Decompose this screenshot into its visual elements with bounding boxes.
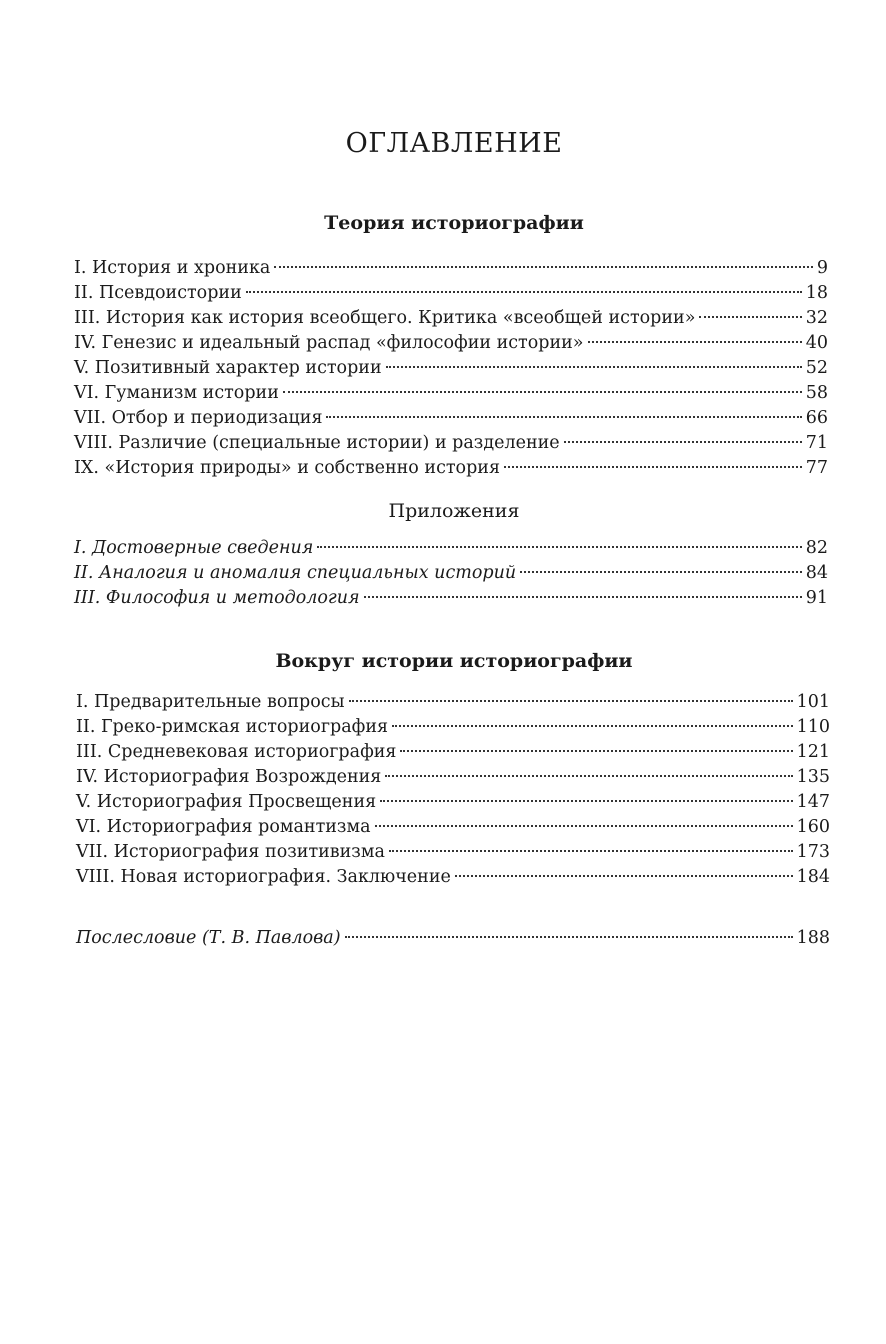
toc-label: V. Позитивный характер истории: [74, 358, 382, 378]
section-heading-appendices: Приложения: [388, 500, 520, 522]
toc-entry[interactable]: [76, 740, 830, 765]
toc-label: VIII. Новая историография. Заключение: [76, 867, 451, 887]
toc-entry[interactable]: [74, 281, 828, 306]
dot-leader: [389, 850, 793, 852]
toc-page-number: 135: [796, 767, 830, 787]
toc-list-afterword: [76, 926, 830, 951]
dot-leader: [392, 725, 793, 727]
toc-entry[interactable]: [76, 865, 830, 890]
toc-page-number: 184: [796, 867, 830, 887]
toc-entry[interactable]: [74, 356, 828, 381]
dot-leader: [520, 571, 802, 573]
toc-label: VII. Историография позитивизма: [76, 842, 385, 862]
dot-leader: [588, 341, 802, 343]
toc-entry[interactable]: [74, 306, 828, 331]
dot-leader: [349, 700, 793, 702]
toc-entry[interactable]: [74, 431, 828, 456]
dot-leader: [345, 936, 793, 938]
toc-entry[interactable]: [76, 840, 830, 865]
toc-page-number: 18: [805, 283, 828, 303]
toc-label: III. Философия и методология: [74, 588, 360, 608]
toc-label: IV. Генезис и идеальный распад «философии истории»: [74, 333, 584, 353]
toc-label: IX. «История природы» и собственно история: [74, 458, 500, 478]
toc-label: I. История и хроника: [74, 258, 271, 278]
toc-label: Послесловие (Т. В. Павлова): [76, 928, 341, 948]
toc-label: I. Достоверные сведения: [74, 538, 314, 558]
toc-label: II. Аналогия и аномалия специальных историй: [74, 563, 517, 583]
toc-label: VI. Историография романтизма: [76, 817, 371, 837]
toc-page-number: 82: [805, 538, 828, 558]
dot-leader: [455, 875, 793, 877]
toc-page-number: 188: [796, 928, 830, 948]
toc-label: VI. Гуманизм истории: [74, 383, 279, 403]
dot-leader: [283, 391, 802, 393]
toc-page-number: 101: [796, 692, 830, 712]
toc-page-number: 9: [816, 258, 828, 278]
page-title: ОГЛАВЛЕНИЕ: [345, 128, 563, 159]
toc-entry[interactable]: [74, 331, 828, 356]
toc-page-number: 84: [805, 563, 828, 583]
toc-page-number: 52: [805, 358, 828, 378]
toc-entry[interactable]: [76, 690, 830, 715]
toc-entry[interactable]: [74, 256, 828, 281]
toc-list-theory: [74, 256, 828, 481]
section-heading-theory: Теория историографии: [324, 212, 584, 234]
toc-entry[interactable]: [74, 406, 828, 431]
toc-page-number: 40: [805, 333, 828, 353]
toc-entry[interactable]: [76, 715, 830, 740]
toc-entry[interactable]: [74, 456, 828, 481]
toc-label: IV. Историография Возрождения: [76, 767, 382, 787]
toc-entry[interactable]: [76, 765, 830, 790]
toc-page-number: 77: [805, 458, 828, 478]
toc-list-appendices: [74, 536, 828, 611]
toc-page-number: 32: [805, 308, 828, 328]
toc-page-number: 147: [796, 792, 830, 812]
toc-page-number: 91: [805, 588, 828, 608]
toc-page-number: 110: [796, 717, 830, 737]
toc-page-number: 58: [805, 383, 828, 403]
dot-leader: [504, 466, 802, 468]
section-heading-around: Вокруг истории историографии: [275, 650, 633, 672]
dot-leader: [364, 596, 802, 598]
toc-page-number: 173: [796, 842, 830, 862]
dot-leader: [317, 546, 801, 548]
toc-label: I. Предварительные вопросы: [76, 692, 345, 712]
toc-label: III. Средневековая историография: [76, 742, 397, 762]
toc-label: VIII. Различие (специальные истории) и разделение: [74, 433, 560, 453]
toc-entry[interactable]: [74, 536, 828, 561]
dot-leader: [386, 366, 802, 368]
toc-entry[interactable]: [74, 561, 828, 586]
dot-leader: [385, 775, 792, 777]
toc-page-number: 121: [796, 742, 830, 762]
toc-page-number: 66: [805, 408, 828, 428]
toc-label: II. Псевдоистории: [74, 283, 242, 303]
toc-label: VII. Отбор и периодизация: [74, 408, 323, 428]
toc-page-number: 71: [805, 433, 828, 453]
toc-label: II. Греко-римская историография: [76, 717, 389, 737]
dot-leader: [326, 416, 801, 418]
toc-entry[interactable]: [74, 586, 828, 611]
dot-leader: [246, 291, 802, 293]
toc-list-around: [76, 690, 830, 890]
dot-leader: [380, 800, 792, 802]
dot-leader: [375, 825, 793, 827]
toc-entry[interactable]: [76, 815, 830, 840]
toc-entry[interactable]: [74, 381, 828, 406]
dot-leader: [274, 266, 813, 268]
toc-entry[interactable]: [76, 790, 830, 815]
toc-entry[interactable]: [76, 926, 830, 951]
toc-page-number: 160: [796, 817, 830, 837]
dot-leader: [400, 750, 792, 752]
toc-label: V. Историография Просвещения: [76, 792, 377, 812]
toc-label: III. История как история всеобщего. Критика «всеобщей истории»: [74, 308, 696, 328]
dot-leader: [564, 441, 802, 443]
dot-leader: [699, 316, 801, 318]
